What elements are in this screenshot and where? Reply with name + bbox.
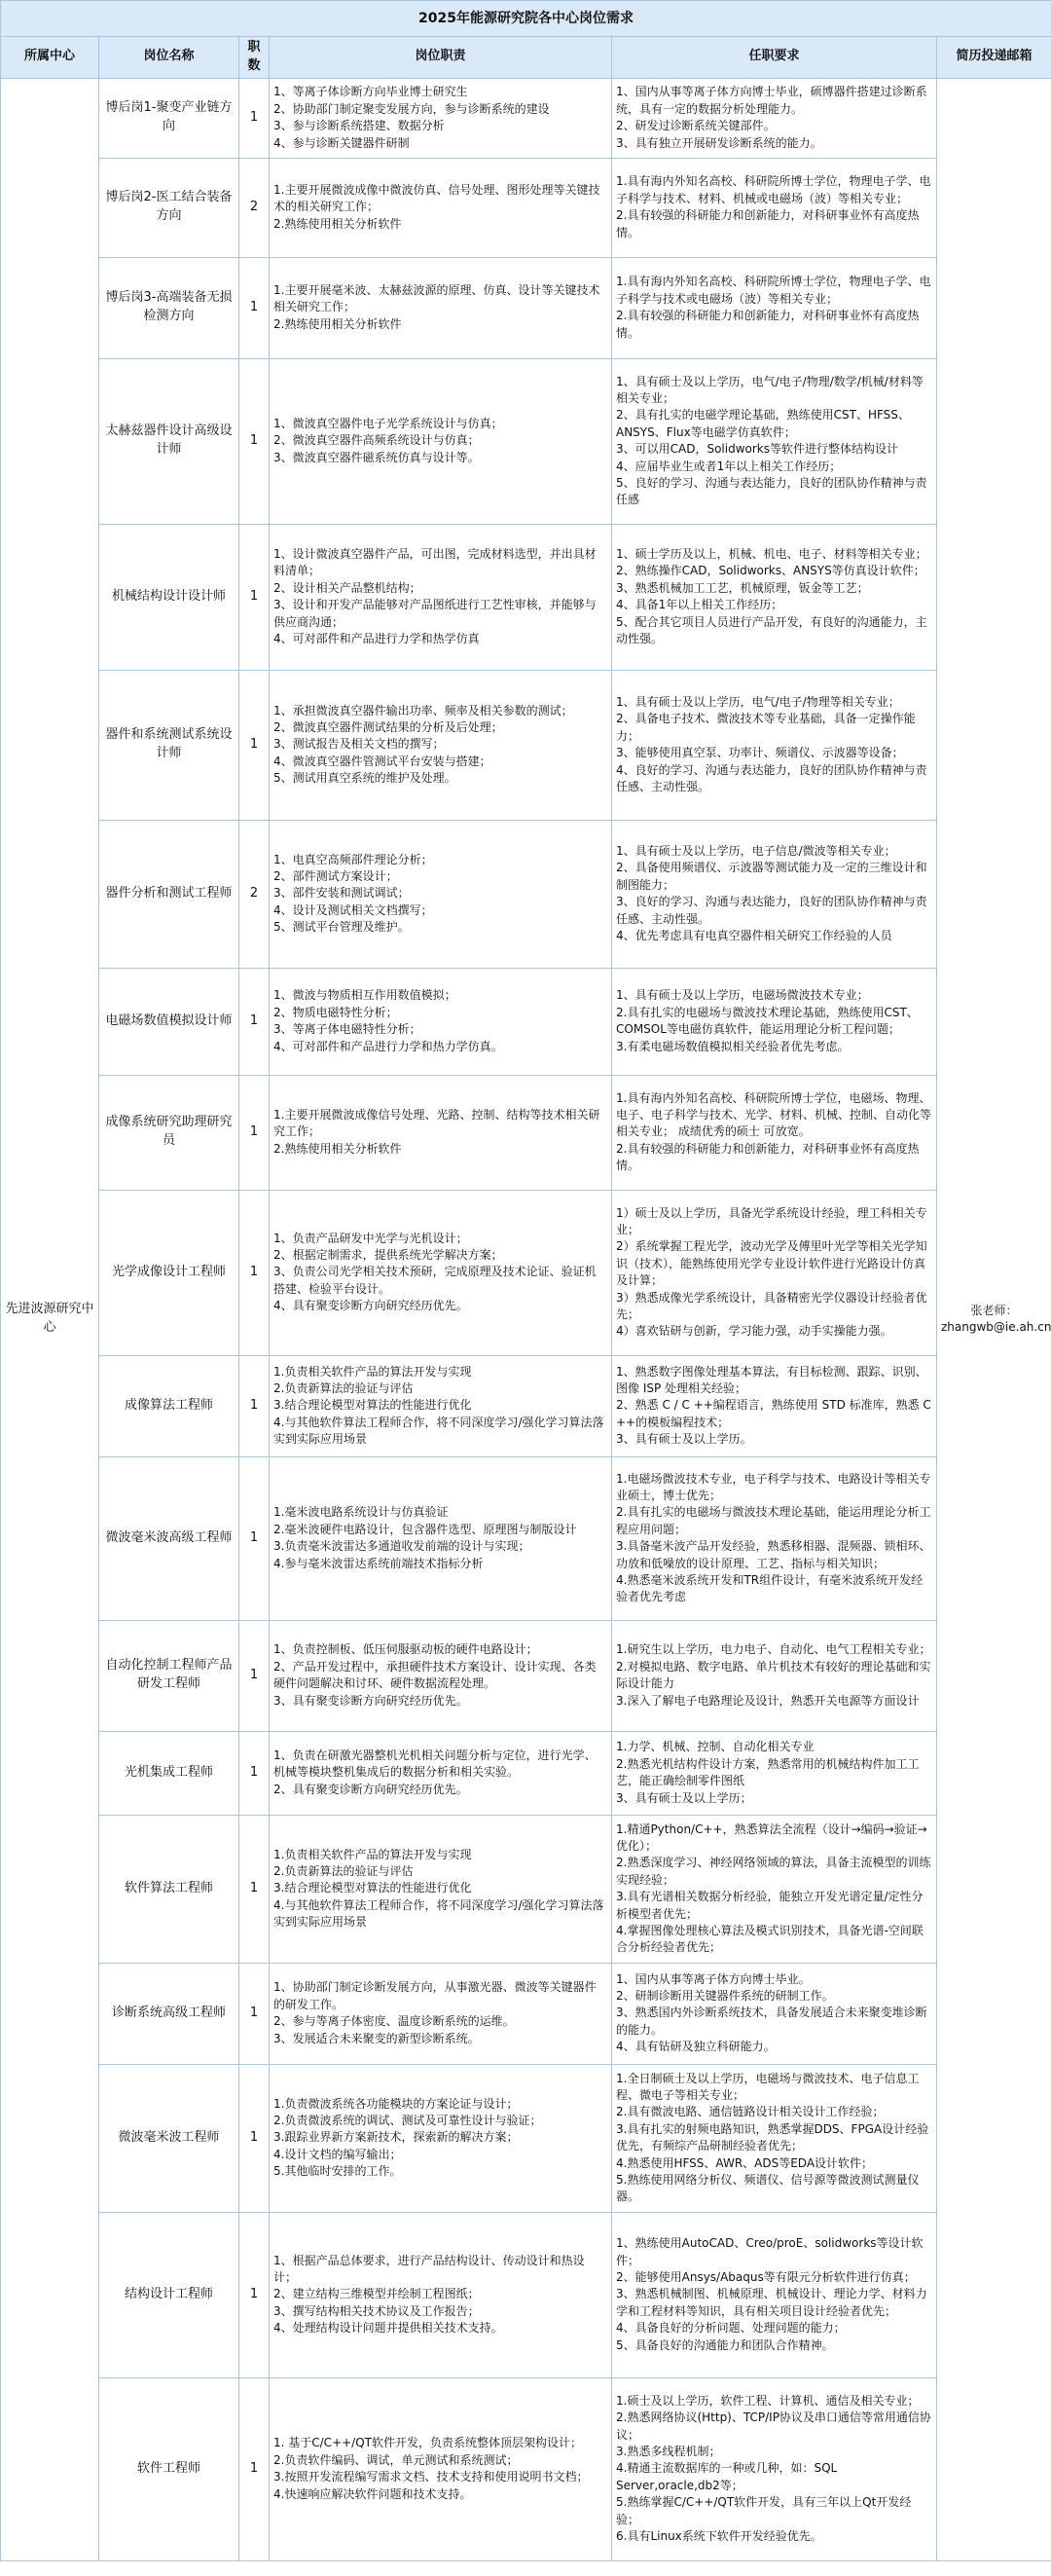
position-requirements: 1、熟悉数字图像处理基本算法，有目标检测、跟踪、识别、图像 ISP 处理相关经验； 2、熟悉 C / C ++编程语言，熟练使用 STD 标准库，熟悉 C ++的模板编程技术； 3、具有硕士及以上学历。 <box>612 1355 937 1456</box>
position-duties: 1.负责相关软件产品的算法开发与实现 2.负责新算法的验证与评估 3.结合理论模型对算法的性能进行优化 4.与其他软件算法工程师合作，将不同深度学习/强化学习算法落实到实际应用场景 <box>270 1815 612 1963</box>
position-name: 器件和系统测试系统设计师 <box>99 670 239 820</box>
position-name: 自动化控制工程师产品研发工程师 <box>99 1620 239 1731</box>
position-name: 成像算法工程师 <box>99 1355 239 1456</box>
position-requirements: 1、具有硕士及以上学历，电子信息/微波等相关专业； 2、具备使用频谱仪、示波器等测试能力及一定的三维设计和制图能力； 3、良好的学习、沟通与表达能力，良好的团队协作精神与责任感、主动性强。 4、优先考虑具有电真空器件相关研究工作经验的人员 <box>612 820 937 968</box>
position-requirements: 1、熟练使用AutoCAD、Creo/proE、solidworks等设计软件； 2、能够使用Ansys/Abaqus等有限元分析软件进行仿真； 3、熟悉机械制图、机械原理、机械设计、理论力学、材料力学和工程材料等知识，具有相关项目设计经验者优先； 4、具备良好的分析问题、处理问题的能力； 5、具备良好的沟通能力和团队合作精神。 <box>612 2212 937 2377</box>
header-email: 简历投递邮箱 <box>937 37 1051 79</box>
position-duties: 1、负责在研激光器整机光机相关问题分析与定位，进行光学、机械等模块整机集成后的数据分析和相关实验。 2、具有聚变诊断方向研究经历优先。 <box>270 1731 612 1815</box>
position-count: 1 <box>239 1190 270 1355</box>
position-requirements: 1.具有海内外知名高校、科研院所博士学位，物理电子学、电子科学与技术或电磁场（波）等相关专业； 2.具有较强的科研能力和创新能力，对科研事业怀有高度热情。 <box>612 257 937 358</box>
position-requirements: 1.研究生以上学历，电力电子、自动化、电气工程相关专业； 2.对模拟电路、数字电路、单片机技术有较好的理论基础和实际设计能力 3.深入了解电子电路理论及设计，熟悉开关电源等方面设计 <box>612 1620 937 1731</box>
position-requirements: 1.精通Python/C++，熟悉算法全流程（设计→编码→验证→优化）； 2.熟悉深度学习、神经网络领域的算法，具备主流模型的训练实现经验； 3.具有光谱相关数据分析经验，能独立开发光谱定量/定性分析模型者优先； 4.掌握图像处理核心算法及模式识别技术，具备光谱-空间联合分析经验者优先； <box>612 1815 937 1963</box>
position-duties: 1.负责相关软件产品的算法开发与实现 2.负责新算法的验证与评估 3.结合理论模型对算法的性能进行优化 4.与其他软件算法工程师合作，将不同深度学习/强化学习算法落实到实际应用场景 <box>270 1355 612 1456</box>
position-count: 1 <box>239 1815 270 1963</box>
position-name: 机械结构设计设计师 <box>99 524 239 670</box>
position-name: 器件分析和测试工程师 <box>99 820 239 968</box>
center-name: 先进波源研究中心 <box>1 78 99 2560</box>
position-duties: 1.毫米波电路系统设计与仿真验证 2.毫米波硬件电路设计，包含器件选型、原理图与制版设计 3.负责毫米波雷达多通道收发前端的设计与实现； 4.参与毫米波雷达系统前端技术指标分析 <box>270 1456 612 1620</box>
position-duties: 1.主要开展微波成像信号处理、光路、控制、结构等技术相关研究工作； 2.熟练使用相关分析软件 <box>270 1075 612 1190</box>
position-count: 1 <box>239 2064 270 2212</box>
position-name: 太赫兹器件设计高级设计师 <box>99 358 239 524</box>
position-requirements: 1）硕士及以上学历，具备光学系统设计经验，理工科相关专业； 2）系统掌握工程光学，波动光学及傅里叶光学等相关光学知识（技术），能熟练使用光学专业设计软件进行光路设计仿真及计算； 3）熟悉成像光学系统设计，具备精密光学仪器设计经验者优先； 4）喜欢钻研与创新，学习能力强，动手实操能力强。 <box>612 1190 937 1355</box>
position-requirements: 1.全日制硕士及以上学历，电磁场与微波技术、电子信息工程、微电子等相关专业； 2.具有微波电路、通信链路设计相关设计工作经验； 3.具有扎实的射频电路知识，熟悉掌握DDS、FPGA设计经验优先，有频综产品研制经验者优先； 4.熟悉使用HFSS、AWR、ADS等EDA设计软件； 5.熟练使用网络分析仪、频谱仪、信号源等微波测试测量仪器。 <box>612 2064 937 2212</box>
position-requirements: 1.具有海内外知名高校、科研院所博士学位，物理电子学、电子科学与技术、材料、机械或电磁场（波）等相关专业； 2.具有较强的科研能力和创新能力，对科研事业怀有高度热情。 <box>612 158 937 257</box>
position-requirements: 1.具有海内外知名高校、科研院所博士学位，电磁场、物理、电子、电子科学与技术、光学、材料、机械、控制、自动化等相关专业； 成绩优秀的硕士 可放宽。 2.具有较强的科研能力和创新能力，对科研事业怀有高度热情。 <box>612 1075 937 1190</box>
position-duties: 1.主要开展微波成像中微波仿真、信号处理、图形处理等关键技术的相关研究工作； 2.熟练使用相关分析软件 <box>270 158 612 257</box>
position-count: 1 <box>239 1075 270 1190</box>
position-requirements: 1、具有硕士及以上学历，电气/电子/物理等相关专业； 2、具备电子技术、微波技术等专业基础，具备一定操作能力； 3、能够使用真空泵、功率计、频谱仪、示波器等设备； 4、良好的学习、沟通与表达能力，良好的团队协作精神与责任感、主动性强。 <box>612 670 937 820</box>
position-name: 微波毫米波高级工程师 <box>99 1456 239 1620</box>
position-duties: 1、微波与物质相互作用数值模拟； 2、物质电磁特性分析； 3、等离子体电磁特性分析； 4、可对部件和产品进行力学和热力学仿真。 <box>270 968 612 1075</box>
position-count: 2 <box>239 820 270 968</box>
position-count: 1 <box>239 1731 270 1815</box>
position-count: 1 <box>239 78 270 158</box>
position-requirements: 1.力学、机械、控制、自动化相关专业 2.熟悉光机结构件设计方案，熟悉常用的机械结构件加工工艺，能正确绘制零件图纸 3、具有硕士及以上学历； <box>612 1731 937 1815</box>
position-duties: 1. 基于C/C++/QT软件开发，负责系统整体顶层架构设计； 2.负责软件编码、调试，单元测试和系统测试； 3.按照开发流程编写需求文档、技术支持和使用说明书文档； 4.快速响应解决软件问题和技术支持。 <box>270 2377 612 2560</box>
position-count: 1 <box>239 2377 270 2560</box>
position-duties: 1、微波真空器件电子光学系统设计与仿真； 2、微波真空器件高频系统设计与仿真； 3、微波真空器件磁系统仿真与设计等。 <box>270 358 612 524</box>
position-name: 结构设计工程师 <box>99 2212 239 2377</box>
position-duties: 1.负责微波系统各功能模块的方案论证与设计； 2.负责微波系统的调试、测试及可靠性设计与验证； 3.跟踪业界新方案新技术，探索新的解决方案； 4.设计文档的编写输出； 5.其他临时安排的工作。 <box>270 2064 612 2212</box>
position-name: 诊断系统高级工程师 <box>99 1963 239 2064</box>
position-duties: 1、协助部门制定诊断发展方向，从事激光器、微波等关键器件的研发工作。 2、参与等离子体密度、温度诊断系统的运维。 3、发展适合未来聚变的新型诊断系统。 <box>270 1963 612 2064</box>
position-requirements: 1.电磁场微波技术专业，电子科学与技术、电路设计等相关专业硕士，博士优先； 2.具有扎实的电磁场与微波技术理论基础，能运用理论分析工程应用问题； 3.具备毫米波产品开发经验，熟悉移相器、混频器、锁相环、功放和低噪放的设计原理、工艺、指标与相关知识； 4.熟悉毫米波系统开发和TR组件设计，有毫米波系统开发经验者优先考虑 <box>612 1456 937 1620</box>
header-center: 所属中心 <box>1 37 99 79</box>
position-name: 软件工程师 <box>99 2377 239 2560</box>
position-name: 光机集成工程师 <box>99 1731 239 1815</box>
position-count: 1 <box>239 968 270 1075</box>
position-duties: 1、承担微波真空器件输出功率、频率及相关参数的测试； 2、微波真空器件测试结果的分析及后处理； 3、测试报告及相关文档的撰写； 4、微波真空器件管测试平台安装与搭建； 5、测试用真空系统的维护及处理。 <box>270 670 612 820</box>
position-requirements: 1、国内从事等离子体方向博士毕业，硕博器件搭建过诊断系统，具有一定的数据分析处理能力。 2、研发过诊断系统关键部件。 3、具有独立开展研发诊断系统的能力。 <box>612 78 937 158</box>
header-duties: 岗位职责 <box>270 37 612 79</box>
position-requirements: 1.硕士及以上学历，软件工程、计算机、通信及相关专业； 2.熟悉网络协议(Http)、TCP/IP协议及串口通信等常用通信协议； 3.熟悉多线程机制； 4.精通主流数据库的一种或几种，如：SQL Server,oracle,db2等； 5.熟练掌握C/C++/QT软件开发，具有三年以上Qt开发经验； 6.具有Linux系统下软件开发经验优先。 <box>612 2377 937 2560</box>
position-count: 1 <box>239 2212 270 2377</box>
position-duties: 1、根据产品总体要求，进行产品结构设计、传动设计和热设计； 2、建立结构三维模型并绘制工程图纸； 3、撰写结构相关技术协议及工作报告； 4、处理结构设计问题并提供相关技术支持。 <box>270 2212 612 2377</box>
position-requirements: 1、国内从事等离子体方向博士毕业。 2、研制诊断用关键器件系统的研制工作。 3、熟悉国内外诊断系统技术，具备发展适合未来聚变堆诊断的能力。 4、具有钻研及独立科研能力。 <box>612 1963 937 2064</box>
position-name: 光学成像设计工程师 <box>99 1190 239 1355</box>
position-duties: 1、电真空高频部件理论分析； 2、部件测试方案设计； 3、部件安装和测试调试； 4、设计及测试相关文档撰写； 5、测试平台管理及维护。 <box>270 820 612 968</box>
position-duties: 1.主要开展毫米波、太赫兹波源的原理、仿真、设计等关键技术相关研究工作； 2.熟练使用相关分析软件 <box>270 257 612 358</box>
position-count: 1 <box>239 1620 270 1731</box>
position-requirements: 1、具有硕士及以上学历，电磁场微波技术专业； 2.具有扎实的电磁场与微波技术理论基础，熟练使用CST、COMSOL等电磁仿真软件，能运用理论分析工程问题； 3.有柔电磁场数值模拟相关经验者优先考虑。 <box>612 968 937 1075</box>
position-count: 1 <box>239 1963 270 2064</box>
header-position: 岗位名称 <box>99 37 239 79</box>
position-name: 博后岗2-医工结合装备方向 <box>99 158 239 257</box>
position-requirements: 1、硕士学历及以上，机械、机电、电子、材料等相关专业； 2、熟练操作CAD，Solidworks、ANSYS等仿真设计软件； 3、熟悉机械加工工艺，机械原理，钣金等工艺； 4、具备1年以上相关工作经历； 5、配合其它项目人员进行产品开发，有良好的沟通能力，主动性强。 <box>612 524 937 670</box>
position-count: 1 <box>239 1355 270 1456</box>
position-name: 软件算法工程师 <box>99 1815 239 1963</box>
position-count: 1 <box>239 1456 270 1620</box>
position-name: 博后岗3-高端装备无损检测方向 <box>99 257 239 358</box>
position-count: 1 <box>239 670 270 820</box>
table-title: 2025年能源研究院各中心岗位需求 <box>1 1 1051 37</box>
header-requirements: 任职要求 <box>612 37 937 79</box>
position-count: 1 <box>239 524 270 670</box>
position-count: 2 <box>239 158 270 257</box>
position-duties: 1、设计微波真空器件产品，可出图，完成材料选型，并出具材料清单； 2、设计相关产品整机结构； 3、设计和开发产品能够对产品图纸进行工艺性审核，并能够与供应商沟通； 4、可对部件和产品进行力学和热学仿真 <box>270 524 612 670</box>
header-count: 职数 <box>239 37 270 79</box>
position-duties: 1、负责控制板、低压伺服驱动板的硬件电路设计； 2、产品开发过程中，承担硬件技术方案设计、设计实现、各类硬件问题解决和讨环、硬件数据流程处理。 3、具有聚变诊断方向研究经历优先。 <box>270 1620 612 1731</box>
position-name: 微波毫米波工程师 <box>99 2064 239 2212</box>
position-name: 电磁场数值模拟设计师 <box>99 968 239 1075</box>
contact-email[interactable]: 张老师： zhangwb@ie.ah.cn <box>937 78 1051 2560</box>
position-duties: 1、负责产品研发中光学与光机设计； 2、根据定制需求，提供系统光学解决方案； 3、负责公司光学相关技术预研，完成原理及技术论证、验证机搭建、检验平台设计。 4、具有聚变诊断方向研究经历优先。 <box>270 1190 612 1355</box>
position-name: 博后岗1-聚变产业链方向 <box>99 78 239 158</box>
position-duties: 1、等离子体诊断方向毕业博士研究生 2、协助部门制定聚变发展方向，参与诊断系统的建设 3、参与诊断系统搭建、数据分析 4、参与诊断关键器件研制 <box>270 78 612 158</box>
position-requirements: 1、具有硕士及以上学历，电气/电子/物理/数学/机械/材料等相关专业； 2、具有扎实的电磁学理论基础，熟练使用CST、HFSS、ANSYS、Flux等电磁学仿真软件； 3、可以用CAD，Solidworks等软件进行整体结构设计 4、应届毕业生或者1年以上相关工作经历； 5、良好的学习、沟通与表达能力，良好的团队协作精神与责任感 <box>612 358 937 524</box>
position-count: 1 <box>239 358 270 524</box>
position-count: 1 <box>239 257 270 358</box>
position-name: 成像系统研究助理研究员 <box>99 1075 239 1190</box>
